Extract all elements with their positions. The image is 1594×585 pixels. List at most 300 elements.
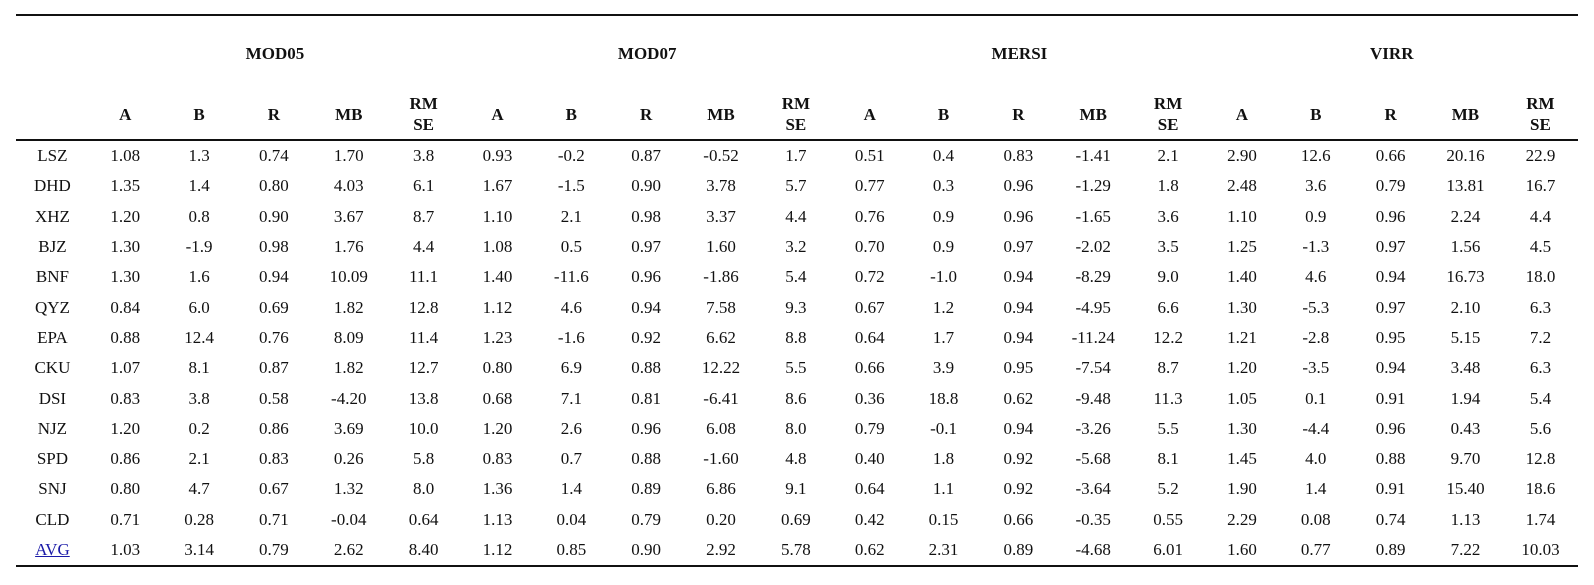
value-cell: 0.92 xyxy=(631,327,662,347)
value-cell: 3.8 xyxy=(413,146,435,166)
value-cell: 0.98 xyxy=(259,237,289,257)
table-row xyxy=(16,353,1578,383)
site-cell xyxy=(16,353,89,383)
value-cell: 10.09 xyxy=(329,267,368,287)
value-cell: 0.62 xyxy=(833,535,906,566)
value-cell: 0.5 xyxy=(560,237,582,257)
table-row xyxy=(16,171,1578,201)
value-cell: 0.69 xyxy=(259,297,289,317)
value-cell: 11.1 xyxy=(409,267,439,287)
value-cell: 1.12 xyxy=(461,535,534,566)
value-cell: 0.2 xyxy=(188,418,210,438)
value-cell: 1.7 xyxy=(785,146,807,166)
value-cell: 6.3 xyxy=(1529,358,1552,378)
value-cell: 1.07 xyxy=(110,358,141,378)
value-cell: 6.62 xyxy=(706,327,736,347)
value-cell: 9.70 xyxy=(1450,449,1481,469)
value-cell: 8.0 xyxy=(785,418,807,438)
site-label: SPD xyxy=(36,449,68,469)
value-cell: 0.77 xyxy=(854,176,885,196)
value-cell: 1.36 xyxy=(482,479,513,499)
value-cell: 5.6 xyxy=(1529,418,1552,438)
value-cell: 1.10 xyxy=(1227,206,1257,226)
value-cell: 0.83 xyxy=(259,449,289,469)
site-cell xyxy=(16,535,89,566)
value-cell: 1.6 xyxy=(188,267,210,287)
site-label: CLD xyxy=(35,509,70,529)
value-cell: -0.35 xyxy=(1075,509,1111,529)
value-cell: -1.0 xyxy=(930,267,957,287)
value-cell: 1.45 xyxy=(1227,449,1257,469)
table-row xyxy=(16,202,1578,232)
value-cell: 0.87 xyxy=(631,146,662,166)
value-cell: 0.96 xyxy=(1003,206,1034,226)
value-cell: 2.6 xyxy=(560,418,582,438)
value-cell: 1.40 xyxy=(482,267,513,287)
group-header-mod05: MOD05 xyxy=(89,15,461,89)
value-cell: 0.81 xyxy=(631,388,662,408)
value-cell: 5.5 xyxy=(785,358,807,378)
value-cell: 8.7 xyxy=(1157,358,1179,378)
value-cell: 12.8 xyxy=(1525,449,1556,469)
table-row xyxy=(16,140,1578,171)
table-row xyxy=(16,262,1578,292)
value-cell: -1.65 xyxy=(1075,206,1111,226)
value-cell: 7.2 xyxy=(1529,327,1552,347)
site-cell xyxy=(16,383,89,413)
value-cell: 0.85 xyxy=(534,535,609,566)
group-header-mersi: MERSI xyxy=(833,15,1205,89)
value-cell: 3.69 xyxy=(333,418,364,438)
column-header-mod07-rmse: RM SE xyxy=(758,89,833,140)
value-cell: 1.20 xyxy=(110,206,141,226)
site-label: BNF xyxy=(35,267,69,287)
value-cell: 0.88 xyxy=(110,327,141,347)
value-cell: 0.94 xyxy=(259,267,289,287)
value-cell: 0.42 xyxy=(854,509,885,529)
value-cell: 1.82 xyxy=(333,358,364,378)
value-cell: 1.60 xyxy=(1206,535,1279,566)
value-cell: 0.76 xyxy=(854,206,885,226)
value-cell: 0.94 xyxy=(1003,297,1034,317)
value-cell: 0.79 xyxy=(631,509,662,529)
table-row xyxy=(16,535,1578,566)
value-cell: 1.4 xyxy=(188,176,210,196)
value-cell: 1.30 xyxy=(1227,297,1257,317)
value-cell: 0.64 xyxy=(408,509,439,529)
value-cell: 0.97 xyxy=(631,237,662,257)
value-cell: 0.04 xyxy=(556,509,587,529)
value-cell: -0.1 xyxy=(930,418,957,438)
value-cell: 0.88 xyxy=(631,449,662,469)
column-header-mersi-mb: MB xyxy=(1056,89,1131,140)
value-cell: 2.62 xyxy=(311,535,386,566)
value-cell: 3.2 xyxy=(785,237,807,257)
site-label: CKU xyxy=(34,358,71,378)
value-cell: 1.7 xyxy=(932,327,955,347)
value-cell: 4.6 xyxy=(560,297,582,317)
value-cell: 16.73 xyxy=(1446,267,1485,287)
value-cell: 6.0 xyxy=(188,297,210,317)
value-cell: 18.8 xyxy=(928,388,959,408)
value-cell: 0.9 xyxy=(932,237,955,257)
site-column-header xyxy=(16,89,89,140)
value-cell: 0.96 xyxy=(1375,418,1406,438)
value-cell: 0.91 xyxy=(1375,388,1406,408)
value-cell: 13.81 xyxy=(1446,176,1485,196)
value-cell: 12.6 xyxy=(1300,146,1331,166)
value-cell: 0.94 xyxy=(631,297,662,317)
value-cell: 12.8 xyxy=(408,297,439,317)
value-cell: 0.92 xyxy=(1003,479,1034,499)
value-cell: -3.5 xyxy=(1302,358,1330,378)
value-cell: 0.92 xyxy=(1003,449,1034,469)
column-header-mersi-b: B xyxy=(906,89,981,140)
table-row xyxy=(16,414,1578,444)
value-cell: -0.2 xyxy=(557,146,585,166)
site-label: DSI xyxy=(38,388,67,408)
column-header-mod05-b: B xyxy=(162,89,237,140)
value-cell: 2.29 xyxy=(1227,509,1257,529)
value-cell: 2.31 xyxy=(906,535,981,566)
value-cell: 0.71 xyxy=(259,509,289,529)
value-cell: 1.30 xyxy=(110,237,141,257)
value-cell: 7.58 xyxy=(706,297,736,317)
value-cell: -5.3 xyxy=(1302,297,1330,317)
value-cell: 8.40 xyxy=(386,535,461,566)
value-cell: 0.95 xyxy=(1003,358,1034,378)
site-label: EPA xyxy=(37,327,68,347)
value-cell: 0.64 xyxy=(854,479,885,499)
value-cell: 11.3 xyxy=(1153,388,1183,408)
table-body xyxy=(16,140,1578,566)
value-cell: 10.03 xyxy=(1503,535,1578,566)
value-cell: 0.66 xyxy=(1375,146,1406,166)
column-header-mod05-a: A xyxy=(89,89,162,140)
value-cell: 0.94 xyxy=(1003,327,1034,347)
value-cell: 8.1 xyxy=(188,358,210,378)
value-cell: 2.24 xyxy=(1450,206,1481,226)
value-cell: 0.88 xyxy=(1375,449,1406,469)
value-cell: 0.83 xyxy=(482,449,513,469)
value-cell: 0.89 xyxy=(631,479,662,499)
value-cell: 5.2 xyxy=(1157,479,1179,499)
value-cell: 0.97 xyxy=(1375,297,1406,317)
value-cell: 0.87 xyxy=(259,358,289,378)
table-row xyxy=(16,383,1578,413)
value-cell: 6.08 xyxy=(706,418,736,438)
table-row xyxy=(16,505,1578,535)
value-cell: 4.8 xyxy=(785,449,807,469)
value-cell: 0.74 xyxy=(259,146,289,166)
value-cell: 0.95 xyxy=(1375,327,1406,347)
column-header-mod07-r: R xyxy=(609,89,684,140)
value-cell: 2.10 xyxy=(1450,297,1481,317)
value-cell: 0.94 xyxy=(1003,418,1034,438)
value-cell: 16.7 xyxy=(1525,176,1556,196)
value-cell: 1.25 xyxy=(1227,237,1257,257)
value-cell: 4.5 xyxy=(1529,237,1552,257)
column-header-row xyxy=(16,89,1578,140)
site-cell xyxy=(16,202,89,232)
site-label: BJZ xyxy=(38,237,67,257)
value-cell: 0.96 xyxy=(631,418,662,438)
value-cell: 0.66 xyxy=(854,358,885,378)
table-row xyxy=(16,292,1578,322)
value-cell: 1.56 xyxy=(1450,237,1481,257)
value-cell: 1.13 xyxy=(482,509,513,529)
value-cell: 0.90 xyxy=(259,206,289,226)
value-cell: 0.96 xyxy=(631,267,662,287)
value-cell: 0.66 xyxy=(1003,509,1034,529)
value-cell: -11.6 xyxy=(553,267,589,287)
value-cell: 0.71 xyxy=(110,509,141,529)
value-cell: 2.90 xyxy=(1227,146,1257,166)
column-header-virr-a: A xyxy=(1206,89,1279,140)
column-header-virr-rmse: RM SE xyxy=(1503,89,1578,140)
value-cell: 4.7 xyxy=(188,479,210,499)
value-cell: 9.0 xyxy=(1157,267,1179,287)
value-cell: 0.3 xyxy=(932,176,955,196)
value-cell: -6.41 xyxy=(703,388,739,408)
value-cell: -1.86 xyxy=(703,267,739,287)
column-header-mersi-rmse: RM SE xyxy=(1131,89,1206,140)
column-header-mod05-rmse: RM SE xyxy=(386,89,461,140)
value-cell: 8.09 xyxy=(333,327,364,347)
value-cell: -11.24 xyxy=(1071,327,1115,347)
value-cell: 0.40 xyxy=(854,449,885,469)
value-cell: 1.74 xyxy=(1525,509,1556,529)
value-cell: 4.4 xyxy=(785,206,807,226)
value-cell: -2.02 xyxy=(1075,237,1111,257)
value-cell: 5.7 xyxy=(785,176,807,196)
value-cell: 3.14 xyxy=(162,535,237,566)
value-cell: 8.6 xyxy=(785,388,807,408)
value-cell: 0.20 xyxy=(706,509,736,529)
site-link[interactable]: AVG xyxy=(35,540,70,559)
value-cell: 0.08 xyxy=(1300,509,1331,529)
value-cell: 0.62 xyxy=(1003,388,1034,408)
group-header-row xyxy=(16,15,1578,89)
value-cell: 1.03 xyxy=(89,535,162,566)
value-cell: 0.70 xyxy=(854,237,885,257)
value-cell: 1.4 xyxy=(560,479,582,499)
value-cell: 10.0 xyxy=(408,418,439,438)
value-cell: 3.6 xyxy=(1305,176,1327,196)
site-label: SNJ xyxy=(38,479,67,499)
value-cell: 1.08 xyxy=(110,146,141,166)
site-cell xyxy=(16,232,89,262)
value-cell: 6.1 xyxy=(413,176,435,196)
value-cell: 0.4 xyxy=(932,146,955,166)
value-cell: -1.3 xyxy=(1302,237,1330,257)
site-label: QYZ xyxy=(34,297,70,317)
value-cell: 0.36 xyxy=(854,388,885,408)
value-cell: -1.29 xyxy=(1075,176,1111,196)
value-cell: 1.90 xyxy=(1227,479,1257,499)
value-cell: 1.40 xyxy=(1227,267,1257,287)
site-cell xyxy=(16,444,89,474)
value-cell: 6.01 xyxy=(1131,535,1206,566)
value-cell: 0.86 xyxy=(259,418,289,438)
site-cell xyxy=(16,140,89,171)
value-cell: 8.7 xyxy=(413,206,435,226)
value-cell: 15.40 xyxy=(1446,479,1485,499)
value-cell: 1.67 xyxy=(482,176,513,196)
value-cell: -1.5 xyxy=(557,176,585,196)
site-cell xyxy=(16,171,89,201)
column-header-mod07-mb: MB xyxy=(684,89,759,140)
value-cell: 1.3 xyxy=(188,146,210,166)
site-cell xyxy=(16,414,89,444)
value-cell: 0.58 xyxy=(259,388,289,408)
value-cell: 12.22 xyxy=(701,358,741,378)
value-cell: 0.79 xyxy=(237,535,312,566)
value-cell: 1.82 xyxy=(333,297,364,317)
value-cell: 12.2 xyxy=(1153,327,1183,347)
value-cell: 4.0 xyxy=(1305,449,1327,469)
value-cell: 1.20 xyxy=(110,418,141,438)
site-cell xyxy=(16,292,89,322)
value-cell: -1.6 xyxy=(557,327,585,347)
value-cell: 13.8 xyxy=(408,388,439,408)
value-cell: -4.95 xyxy=(1075,297,1111,317)
column-header-virr-mb: MB xyxy=(1428,89,1503,140)
value-cell: 1.20 xyxy=(1227,358,1257,378)
column-header-mod05-mb: MB xyxy=(311,89,386,140)
value-cell: 3.78 xyxy=(706,176,736,196)
value-cell: 0.91 xyxy=(1375,479,1406,499)
value-cell: 0.96 xyxy=(1375,206,1406,226)
table-row xyxy=(16,323,1578,353)
value-cell: 1.20 xyxy=(482,418,513,438)
value-cell: -4.20 xyxy=(331,388,367,408)
value-cell: -3.26 xyxy=(1075,418,1111,438)
value-cell: 0.43 xyxy=(1450,418,1481,438)
value-cell: 2.1 xyxy=(560,206,582,226)
value-cell: -8.29 xyxy=(1075,267,1111,287)
value-cell: 1.30 xyxy=(110,267,141,287)
site-cell xyxy=(16,474,89,504)
value-cell: 0.93 xyxy=(482,146,513,166)
value-cell: 0.90 xyxy=(609,535,684,566)
value-cell: 0.76 xyxy=(259,327,289,347)
value-cell: 9.3 xyxy=(785,297,807,317)
value-cell: 0.84 xyxy=(110,297,141,317)
value-cell: 1.8 xyxy=(1157,176,1179,196)
value-cell: 0.89 xyxy=(981,535,1056,566)
column-header-mod07-a: A xyxy=(461,89,534,140)
column-header-virr-b: B xyxy=(1278,89,1353,140)
site-cell xyxy=(16,505,89,535)
value-cell: 0.79 xyxy=(1375,176,1406,196)
value-cell: 5.4 xyxy=(785,267,807,287)
value-cell: 0.55 xyxy=(1153,509,1183,529)
value-cell: 1.10 xyxy=(482,206,513,226)
value-cell: 0.67 xyxy=(259,479,289,499)
value-cell: 0.28 xyxy=(184,509,214,529)
value-cell: 0.7 xyxy=(560,449,582,469)
value-cell: 0.67 xyxy=(854,297,885,317)
value-cell: 5.8 xyxy=(413,449,435,469)
value-cell: 1.8 xyxy=(932,449,955,469)
value-cell: -5.68 xyxy=(1075,449,1111,469)
value-cell: 0.74 xyxy=(1375,509,1406,529)
value-cell: 1.35 xyxy=(110,176,141,196)
value-cell: 3.48 xyxy=(1450,358,1481,378)
value-cell: -7.54 xyxy=(1075,358,1111,378)
value-cell: 18.0 xyxy=(1525,267,1556,287)
value-cell: 4.4 xyxy=(413,237,435,257)
value-cell: 5.5 xyxy=(1157,418,1179,438)
value-cell: 6.6 xyxy=(1157,297,1179,317)
table-row xyxy=(16,474,1578,504)
value-cell: 0.1 xyxy=(1305,388,1327,408)
value-cell: 0.51 xyxy=(854,146,885,166)
value-cell: 5.15 xyxy=(1450,327,1481,347)
value-cell: 1.12 xyxy=(482,297,513,317)
site-header-blank xyxy=(16,15,89,89)
value-cell: -0.04 xyxy=(331,509,367,529)
value-cell: 1.13 xyxy=(1450,509,1481,529)
column-header-virr-r: R xyxy=(1353,89,1428,140)
value-cell: -4.4 xyxy=(1302,418,1330,438)
value-cell: 3.9 xyxy=(932,358,955,378)
value-cell: 8.8 xyxy=(785,327,807,347)
value-cell: 0.80 xyxy=(482,358,513,378)
value-cell: 4.4 xyxy=(1529,206,1552,226)
value-cell: 0.94 xyxy=(1375,358,1406,378)
table-row xyxy=(16,232,1578,262)
site-label: XHZ xyxy=(34,206,70,226)
column-header-mod05-r: R xyxy=(237,89,312,140)
value-cell: 3.5 xyxy=(1157,237,1179,257)
value-cell: -2.8 xyxy=(1302,327,1330,347)
value-cell: 1.2 xyxy=(932,297,955,317)
site-label: NJZ xyxy=(37,418,68,438)
value-cell: 0.8 xyxy=(188,206,210,226)
value-cell: 3.37 xyxy=(706,206,736,226)
column-header-mod07-b: B xyxy=(534,89,609,140)
value-cell: 1.23 xyxy=(482,327,513,347)
value-cell: -4.68 xyxy=(1056,535,1131,566)
value-cell: 0.64 xyxy=(854,327,885,347)
value-cell: 4.6 xyxy=(1305,267,1327,287)
value-cell: 1.76 xyxy=(333,237,364,257)
value-cell: 18.6 xyxy=(1525,479,1556,499)
value-cell: 0.9 xyxy=(932,206,955,226)
value-cell: 1.30 xyxy=(1227,418,1257,438)
value-cell: 5.78 xyxy=(758,535,833,566)
value-cell: 0.26 xyxy=(333,449,364,469)
value-cell: 0.89 xyxy=(1353,535,1428,566)
value-cell: 0.9 xyxy=(1305,206,1327,226)
value-cell: -9.48 xyxy=(1075,388,1111,408)
value-cell: 2.48 xyxy=(1227,176,1257,196)
value-cell: -1.41 xyxy=(1075,146,1111,166)
value-cell: 1.32 xyxy=(333,479,364,499)
value-cell: 7.1 xyxy=(560,388,582,408)
value-cell: 0.69 xyxy=(780,509,811,529)
value-cell: 5.4 xyxy=(1529,388,1552,408)
value-cell: 1.1 xyxy=(932,479,955,499)
value-cell: 6.9 xyxy=(560,358,582,378)
group-header-mod07: MOD07 xyxy=(461,15,833,89)
value-cell: 1.08 xyxy=(482,237,513,257)
value-cell: -3.64 xyxy=(1075,479,1111,499)
value-cell: 3.67 xyxy=(333,206,364,226)
site-cell xyxy=(16,262,89,292)
